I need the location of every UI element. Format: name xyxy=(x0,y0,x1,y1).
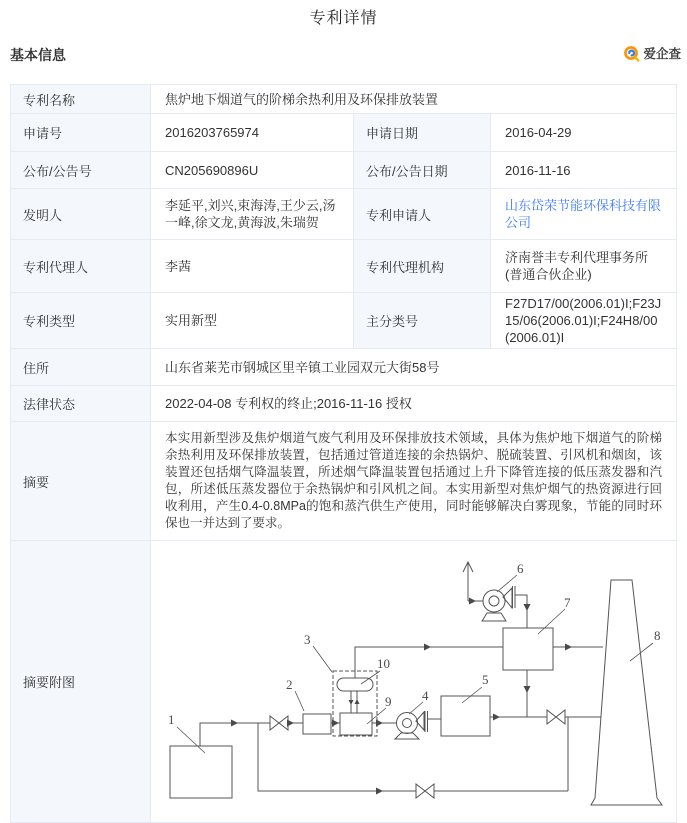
figure-label-4: 4 xyxy=(422,688,429,703)
diagram-box-5 xyxy=(441,696,490,736)
row-label: 申请日期 xyxy=(354,114,491,152)
agent-value: 李茜 xyxy=(151,240,354,293)
figure-label-10: 10 xyxy=(377,656,390,671)
brand-name: 爱企查 xyxy=(643,47,681,61)
table-row xyxy=(11,189,677,240)
agency-value: 济南誉丰专利代理事务所(普通合伙企业) xyxy=(491,240,677,293)
row-label: 专利申请人 xyxy=(354,189,491,240)
diagram-fan-6 xyxy=(482,586,515,621)
section-title: 基本信息 xyxy=(10,47,66,63)
figure-label-8: 8 xyxy=(654,628,661,643)
diagram-valve-left xyxy=(270,716,288,730)
row-label: 专利类型 xyxy=(11,293,151,349)
patent-diagram xyxy=(151,541,676,819)
diagram-valve-right xyxy=(547,710,565,724)
table-row xyxy=(11,85,677,114)
diagram-chimney-8 xyxy=(591,580,662,805)
table-row xyxy=(11,349,677,386)
brand-logo[interactable] xyxy=(623,44,681,62)
table-row xyxy=(11,293,677,349)
legal-status-value: 2022-04-08 专利权的终止;2016-11-16 授权 xyxy=(151,386,677,422)
flow-arrows xyxy=(231,598,572,795)
diagram-box-7 xyxy=(503,628,553,670)
row-label: 公布/公告号 xyxy=(11,152,151,189)
table-row xyxy=(11,422,677,541)
row-label: 摘要 xyxy=(11,422,151,541)
row-label: 专利代理机构 xyxy=(354,240,491,293)
figure-label-1: 1 xyxy=(168,712,175,727)
figure-label-7: 7 xyxy=(564,595,571,610)
abstract-value: 本实用新型涉及焦炉烟道气废气利用及环保排放技术领域，具体为焦炉地下烟道气的阶梯余热利用及环保排放装置，包括通过管道连接的余热锅炉、脱硫装置、引风机和烟囱，该装置还包括烟气降温装置，所述烟气降温装置包括通过上升下降管连接的低压蒸发器和汽包，所述低压蒸发器位于余热锅炉和引风机之间。本实用新型对焦炉烟气的热资源进行回收利用，产生0.4-0.8MPa的饱和蒸汽供生产使用，同时能够解决白雾现象，节能的同时环保也一并达到了要求。 xyxy=(151,422,677,541)
figure-label-3: 3 xyxy=(304,632,311,647)
table-row xyxy=(11,152,677,189)
abstract-figure-cell xyxy=(151,541,677,823)
section-header xyxy=(10,44,681,64)
publication-number-value: CN205690896U xyxy=(151,152,354,189)
inventors-value: 李延平,刘兴,束海涛,王少云,汤一峰,徐文龙,黄海波,朱瑞贺 xyxy=(151,189,354,240)
row-label: 发明人 xyxy=(11,189,151,240)
address-value: 山东省莱芜市钢城区里辛镇工业园双元大街58号 xyxy=(151,349,677,386)
diagram-box-coke-oven xyxy=(170,746,232,798)
application-date-value: 2016-04-29 xyxy=(491,114,677,152)
row-label: 主分类号 xyxy=(354,293,491,349)
table-row xyxy=(11,240,677,293)
row-label: 摘要附图 xyxy=(11,541,151,823)
row-label: 专利代理人 xyxy=(11,240,151,293)
publication-date-value: 2016-11-16 xyxy=(491,152,677,189)
figure-label-5: 5 xyxy=(482,672,489,687)
row-label: 公布/公告日期 xyxy=(354,152,491,189)
patent-name-value: 焦炉地下烟道气的阶梯余热利用及环保排放装置 xyxy=(151,85,677,114)
diagram-valve-bypass xyxy=(416,784,434,798)
table-row xyxy=(11,114,677,152)
figure-label-6: 6 xyxy=(517,561,524,576)
application-number-value: 2016203765974 xyxy=(151,114,354,152)
row-label: 住所 xyxy=(11,349,151,386)
main-class-value: F27D17/00(2006.01)I;F23J15/06(2006.01)I;F24H8/00(2006.01)I xyxy=(491,293,677,349)
row-label: 专利名称 xyxy=(11,85,151,114)
leader-lines xyxy=(177,575,653,753)
patent-type-value: 实用新型 xyxy=(151,293,354,349)
row-label: 申请号 xyxy=(11,114,151,152)
page-title: 专利详情 xyxy=(309,10,378,27)
applicant-company-link[interactable]: 山东岱荣节能环保科技有限公司 xyxy=(505,198,662,230)
diagram-box-2 xyxy=(303,714,331,734)
diagram-pump-4 xyxy=(395,711,428,739)
patent-info-table xyxy=(10,84,677,823)
row-label: 法律状态 xyxy=(11,386,151,422)
table-row xyxy=(11,386,677,422)
aiqicha-logo-icon xyxy=(623,45,640,62)
figure-label-9: 9 xyxy=(385,694,392,709)
figure-label-2: 2 xyxy=(286,677,293,692)
table-row xyxy=(11,541,677,823)
